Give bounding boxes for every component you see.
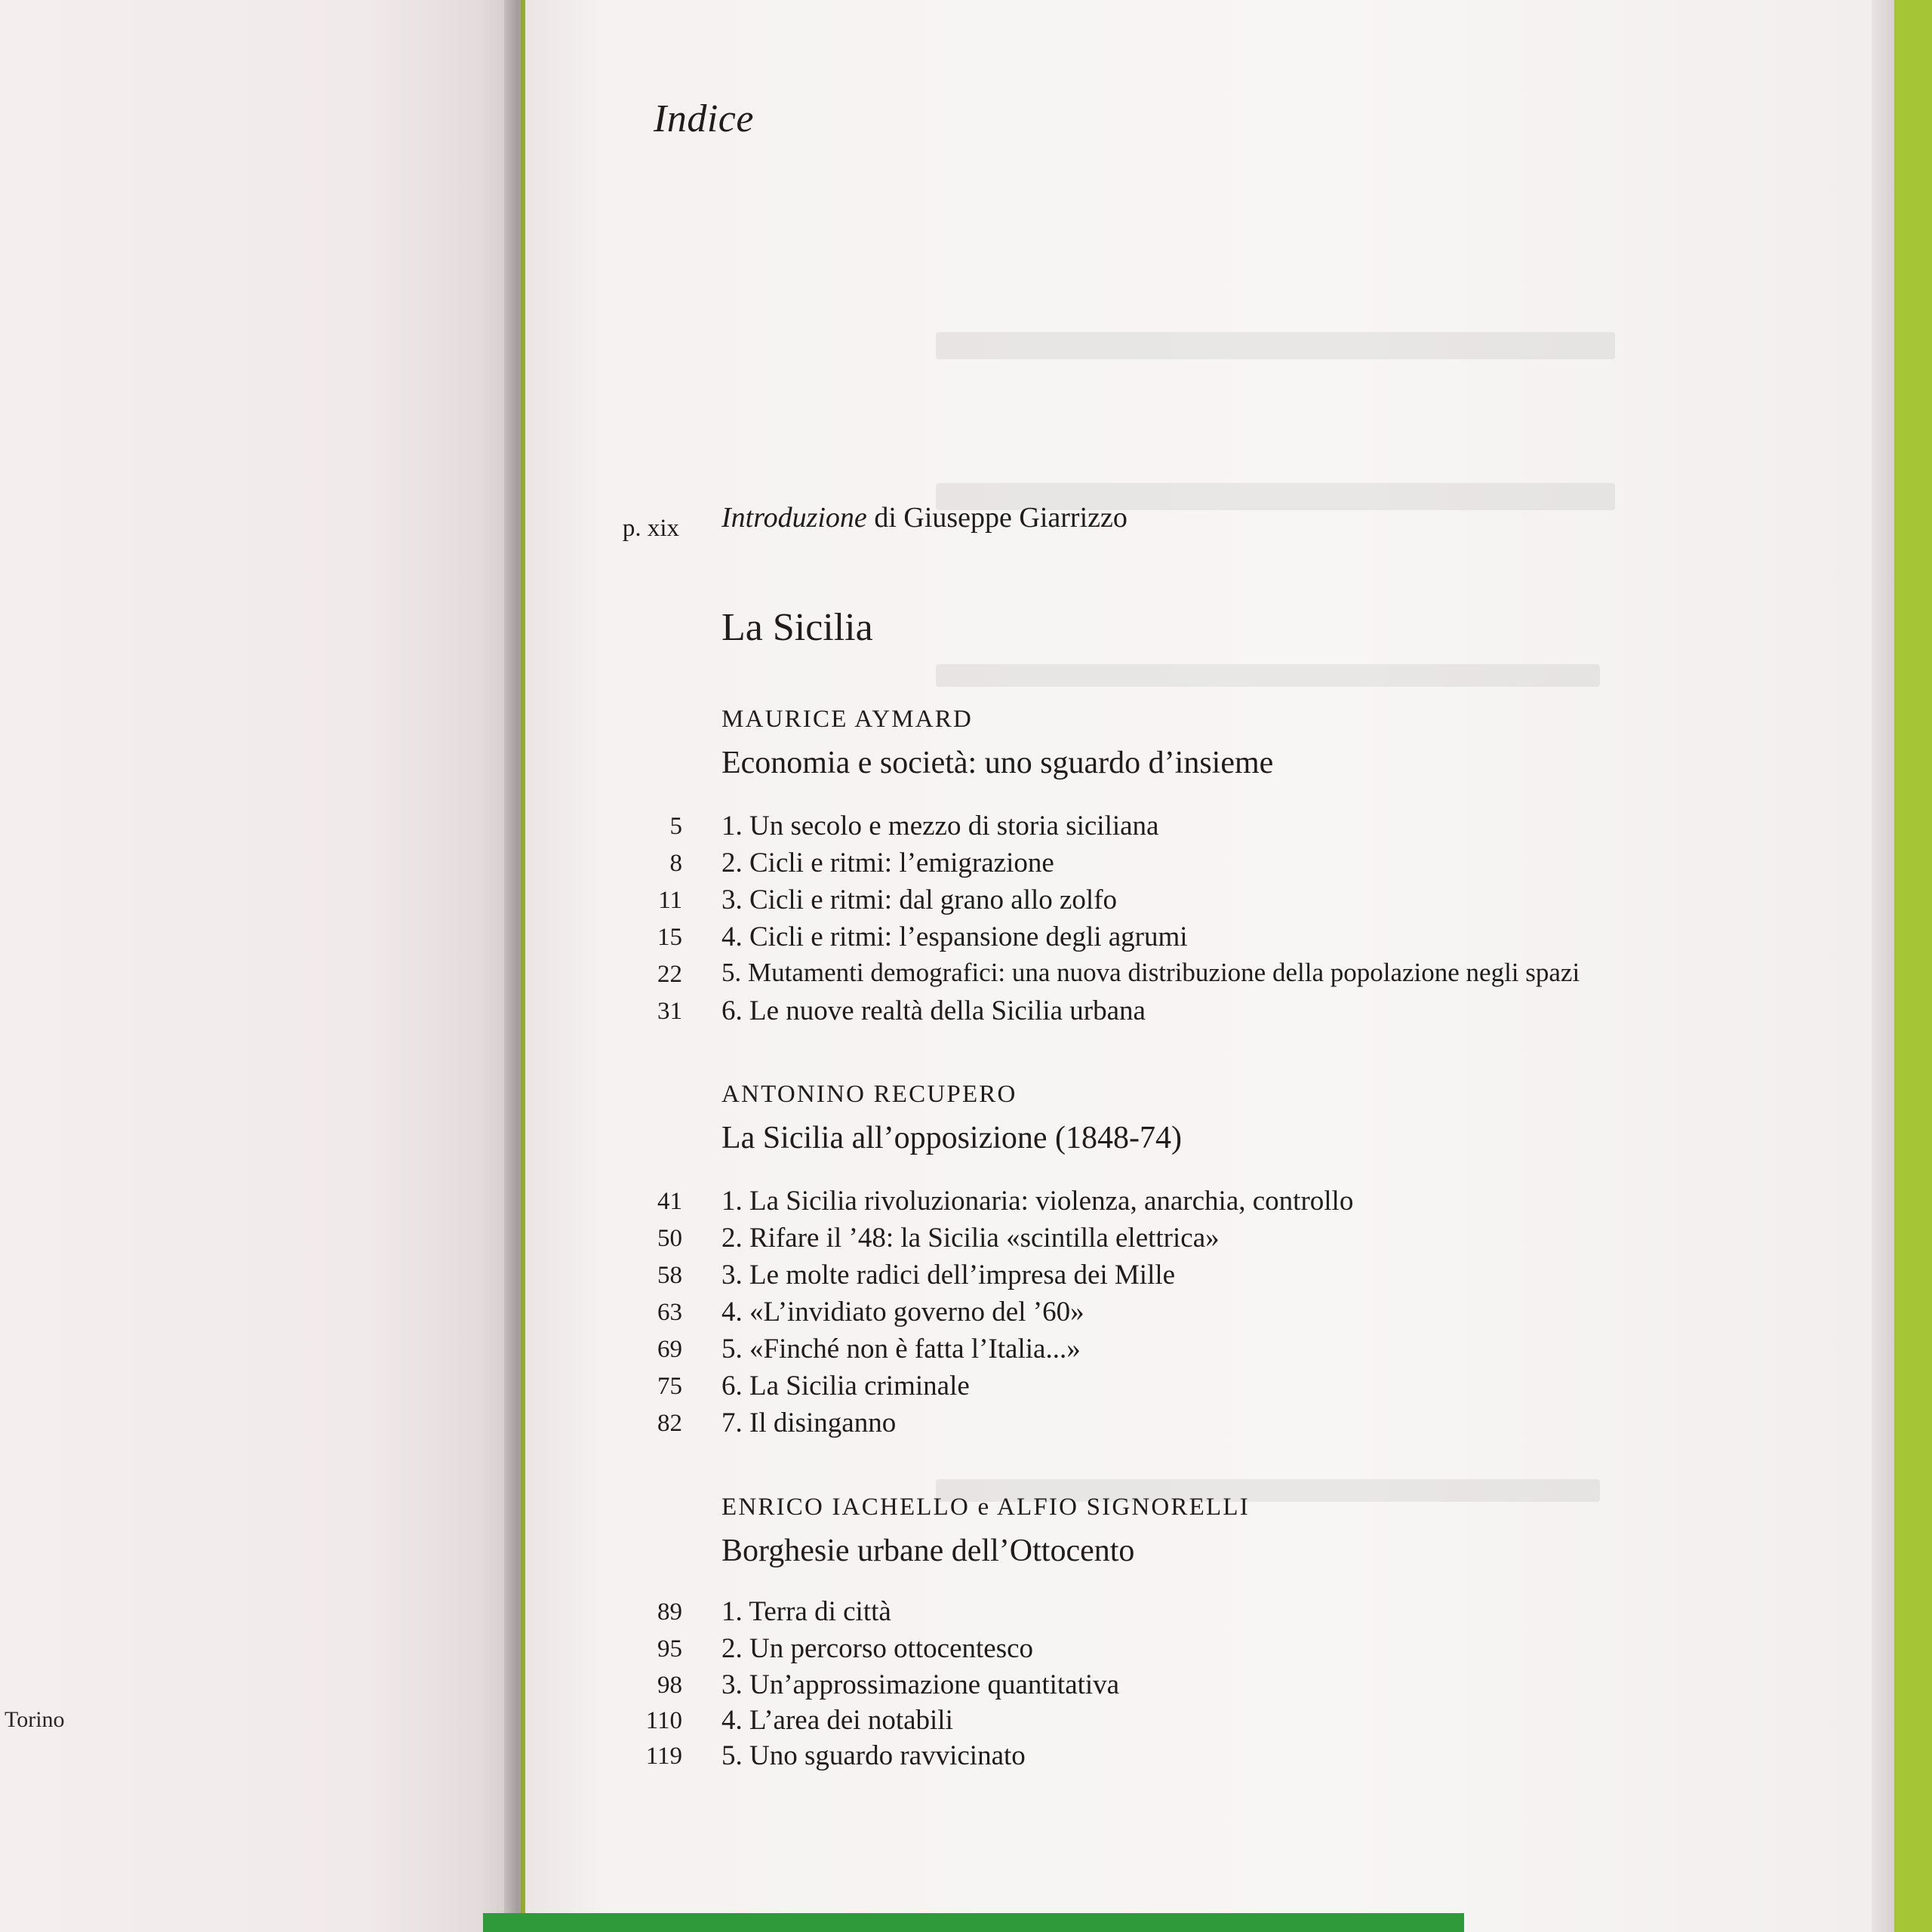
essay-title: La Sicilia all’opposizione (1848-74) [721, 1121, 1183, 1155]
toc-page-number: 95 [657, 1635, 682, 1663]
intro-author: di Giuseppe Giarrizzo [866, 502, 1128, 534]
toc-item: 2. Cicli e ritmi: l’emigrazione [721, 848, 1054, 878]
toc-item: 7. Il disinganno [721, 1407, 897, 1438]
essay-author: MAURICE AYMARD [721, 706, 974, 733]
page-title: Indice [654, 97, 754, 140]
toc-page-number: 11 [658, 887, 682, 914]
essay-author: ANTONINO RECUPERO [721, 1081, 1017, 1108]
section-title: La Sicilia [721, 606, 873, 649]
toc-page-number: 41 [657, 1188, 682, 1215]
essay-author: ENRICO IACHELLO e ALFIO SIGNORELLI [721, 1494, 1250, 1521]
toc-item: 4. «L’invidiato governo del ’60» [721, 1297, 1084, 1327]
toc-item: 2. Rifare il ’48: la Sicilia «scintilla elettrica» [721, 1223, 1220, 1254]
toc-page-number: 15 [657, 924, 682, 951]
toc-page-number: 82 [657, 1410, 682, 1437]
left-page-label: Torino [5, 1707, 65, 1732]
toc-page-number: 63 [657, 1299, 682, 1326]
toc-item: 5. «Finché non è fatta l’Italia...» [721, 1334, 1081, 1364]
intro-title: Introduzione [721, 502, 867, 534]
show-through [936, 664, 1600, 687]
toc-item: 6. Le nuove realtà della Sicilia urbana [721, 995, 1146, 1026]
toc-item: 6. La Sicilia criminale [721, 1371, 970, 1401]
toc-page-number: 50 [657, 1225, 682, 1252]
toc-page-number: 58 [657, 1262, 682, 1289]
toc-item: 5. Uno sguardo ravvicinato [721, 1740, 1026, 1771]
toc-item: 3. Le molte radici dell’impresa dei Mille [721, 1260, 1176, 1291]
toc-page-number: 22 [657, 961, 682, 988]
page-edge [1872, 0, 1894, 1932]
left-page [0, 0, 521, 1932]
toc-item: 1. La Sicilia rivoluzionaria: violenza, anarchia, controllo [721, 1186, 1354, 1217]
toc-page-number: 8 [669, 850, 682, 877]
essay-title: Borghesie urbane dell’Ottocento [721, 1534, 1135, 1568]
show-through [936, 332, 1615, 359]
toc-page-number: 31 [657, 998, 682, 1025]
intro-page-number: p. xix [622, 515, 679, 542]
toc-page-number: 75 [657, 1373, 682, 1400]
toc-item: 3. Un’approssimazione quantitativa [721, 1669, 1120, 1700]
toc-page-number: 89 [657, 1598, 682, 1626]
toc-item: 4. L’area dei notabili [721, 1705, 953, 1736]
toc-item: 1. Un secolo e mezzo di storia siciliana [721, 811, 1159, 841]
toc-item: 2. Un percorso ottocentesco [721, 1633, 1034, 1664]
intro-entry [721, 501, 1128, 534]
essay-title: Economia e società: uno sguardo d’insieme [721, 746, 1274, 780]
toc-page-number: 110 [645, 1707, 682, 1734]
toc-page-number: 5 [669, 813, 682, 840]
toc-item: 4. Cicli e ritmi: l’espansione degli agrumi [721, 921, 1188, 952]
toc-item: 3. Cicli e ritmi: dal grano allo zolfo [721, 884, 1118, 915]
toc-page-number: 119 [645, 1743, 682, 1770]
toc-page-number: 98 [657, 1672, 682, 1699]
cover-strip [483, 1913, 1464, 1932]
toc-item: 5. Mutamenti demografici: una nuova distribuzione della popolazione negli spazi [721, 958, 1580, 987]
toc-item: 1. Terra di città [721, 1596, 891, 1627]
toc-page-number: 69 [657, 1336, 682, 1363]
